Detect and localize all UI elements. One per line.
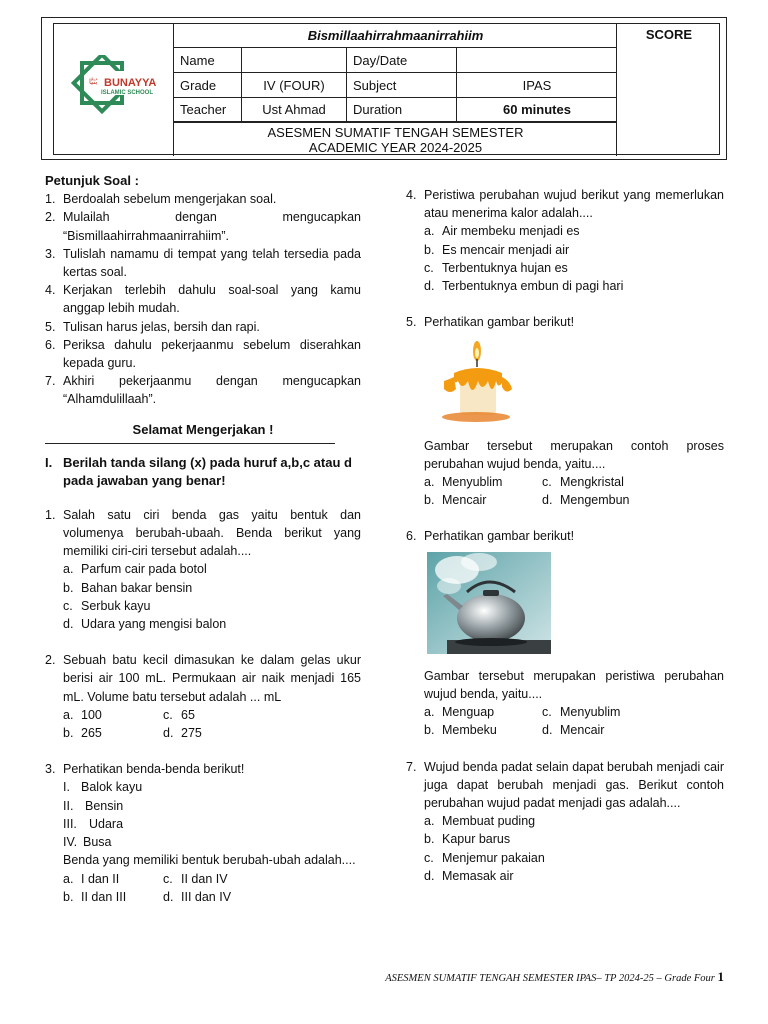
option-c[interactable]: c. Serbuk kayu bbox=[63, 598, 151, 613]
duration-value: 60 minutes bbox=[503, 102, 571, 117]
svg-text:ISLAMIC SCHOOL: ISLAMIC SCHOOL bbox=[100, 90, 153, 96]
grade-value: IV (FOUR) bbox=[242, 73, 347, 97]
question-stem: Perhatikan gambar berikut! bbox=[424, 529, 575, 544]
option-a[interactable]: a. Parfum cair pada botol bbox=[63, 562, 207, 577]
exam-title: ASESMEN SUMATIF TENGAH SEMESTER bbox=[267, 124, 524, 140]
name-row bbox=[174, 48, 617, 73]
option-b[interactable]: b. 265 bbox=[63, 726, 102, 741]
option-a[interactable]: a. Menyublim bbox=[424, 475, 503, 490]
score-label: SCORE bbox=[645, 27, 693, 42]
grade-label: Grade bbox=[174, 73, 242, 97]
divider bbox=[45, 443, 335, 444]
name-label: Name bbox=[174, 48, 242, 72]
academic-year: ACADEMIC YEAR 2024-2025 bbox=[308, 139, 483, 155]
option-a[interactable]: a. Menguap bbox=[424, 705, 495, 720]
question-5: 5. Perhatikan gambar berikut! Gambar tersebut merupakan contoh proses perubahan wujud benda, yaitu.... a. Menyublim c. Mengkristal b. Mencair d. Mengembun bbox=[406, 313, 724, 509]
option-a[interactable]: a. Membuat puding bbox=[424, 814, 536, 829]
daydate-field[interactable] bbox=[457, 48, 617, 72]
option-c[interactable]: c. Mengkristal bbox=[542, 475, 624, 490]
question-stem-2: Gambar tersebut merupakan peristiwa perubahan wujud benda, yaitu.... bbox=[424, 668, 724, 702]
option-a[interactable]: a. 100 bbox=[63, 707, 102, 722]
list-item: IV. Busa bbox=[63, 835, 112, 850]
option-c[interactable]: c. Menjemur pakaian bbox=[424, 850, 545, 865]
section-heading: I. Berilah tanda silang (x) pada huruf a,b,c atau d pada jawaban yang benar! bbox=[45, 454, 352, 488]
greeting: Selamat Mengerjakan ! bbox=[132, 421, 274, 437]
option-d[interactable]: d. Mencair bbox=[542, 723, 605, 738]
option-c[interactable]: c. 65 bbox=[163, 707, 195, 722]
option-c[interactable]: c. Menyublim bbox=[542, 705, 621, 720]
right-column bbox=[406, 186, 724, 903]
candle-icon bbox=[430, 337, 520, 423]
instructions-title: Petunjuk Soal : bbox=[45, 173, 139, 188]
header-frame bbox=[53, 23, 720, 155]
bismillah-text: Bismillaahirrahmaanirrahiim bbox=[307, 28, 484, 43]
list-item: II. Bensin bbox=[63, 798, 124, 813]
grade-row bbox=[174, 73, 617, 98]
school-logo bbox=[54, 24, 173, 156]
option-b[interactable]: b. Membeku bbox=[424, 723, 497, 738]
list-item: I. Balok kayu bbox=[63, 780, 143, 795]
left-column bbox=[45, 172, 361, 924]
student-info-grid bbox=[173, 24, 616, 156]
option-d[interactable]: d. Udara yang mengisi balon bbox=[63, 617, 227, 632]
subject-value: IPAS bbox=[522, 77, 552, 93]
svg-text:BUNAYYA: BUNAYYA bbox=[103, 77, 156, 89]
option-d[interactable]: d. Terbentuknya embun di pagi hari bbox=[424, 279, 624, 294]
question-stem: Salah satu ciri benda gas yaitu bentuk dan volumenya berubah-ubaah. Benda berikut yang memiliki ciri-ciri tersebut adalah.... bbox=[63, 507, 361, 559]
list-item: 4. Kerjakan terlebih dahulu soal-soal yang kamu anggap lebih mudah. bbox=[45, 283, 361, 316]
page-footer bbox=[300, 969, 724, 985]
question-3: 3. Perhatikan benda-benda berikut! I. Balok kayu II. Bensin III. Udara IV. Busa Benda yang memiliki bentuk berubah-ubah adalah.... a. I dan II c. II dan IV b. II dan III d. III dan IV bbox=[45, 760, 361, 906]
score-box bbox=[616, 24, 721, 156]
svg-text:بُنَيَّا: بُنَيَّا bbox=[88, 78, 97, 86]
question-stem: Wujud benda padat selain dapat berubah menjadi cair juga dapat berubah menjadi gas. Berikut contoh perubahan wujud padat menjadi gas adalah.... bbox=[424, 759, 724, 811]
option-d[interactable]: d. Mengembun bbox=[542, 493, 630, 508]
option-d[interactable]: d. Memasak air bbox=[424, 868, 514, 883]
teacher-label: Teacher bbox=[174, 98, 242, 121]
question-stem-2: Benda yang memiliki bentuk berubah-ubah adalah.... bbox=[63, 853, 356, 868]
option-b[interactable]: b. Bahan bakar bensin bbox=[63, 580, 193, 595]
question-stem-2: Gambar tersebut merupakan contoh proses perubahan wujud benda, yaitu.... bbox=[424, 438, 724, 471]
list-item: 1. Berdoalah sebelum mengerjakan soal. bbox=[45, 192, 277, 207]
option-a[interactable]: a. Air membeku menjadi es bbox=[424, 224, 580, 239]
exam-header bbox=[41, 17, 727, 160]
boiling-kettle-image bbox=[427, 552, 724, 659]
subject-label: Subject bbox=[347, 73, 457, 97]
page-number: 1 bbox=[717, 969, 724, 984]
question-stem: Perhatikan benda-benda berikut! bbox=[63, 762, 245, 777]
option-a[interactable]: a. I dan II bbox=[63, 871, 120, 886]
question-stem: Peristiwa perubahan wujud berikut yang memerlukan atau menerima kalor adalah.... bbox=[424, 188, 724, 221]
option-d[interactable]: d. III dan IV bbox=[163, 889, 232, 904]
option-b[interactable]: b. II dan III bbox=[63, 889, 127, 904]
kettle-icon bbox=[427, 552, 551, 654]
melting-candle-image bbox=[430, 337, 724, 428]
question-2: 2. Sebuah batu kecil dimasukan ke dalam gelas ukur berisi air 100 mL. Permukaan air naik menjadi 165 mL. Volume batu tersebut adalah ... mL a. 100 c. 65 b. 265 d. 275 bbox=[45, 651, 361, 742]
question-1: 1. Salah satu ciri benda gas yaitu bentuk dan volumenya berubah-ubaah. Benda berikut yang memiliki ciri-ciri tersebut adalah.... a. Parfum cair pada botol b. Bahan bakar bensin c. Serbuk kayu d. Udara yang mengisi balon bbox=[45, 506, 361, 633]
option-d[interactable]: d. 275 bbox=[163, 726, 202, 741]
duration-label: Duration bbox=[347, 98, 457, 121]
question-stem: Sebuah batu kecil dimasukan ke dalam gelas ukur berisi air 100 mL. Permukaan air naik menjadi 165 mL. Volume batu tersebut adalah ... mL bbox=[63, 653, 361, 704]
footer-text: ASESMEN SUMATIF TENGAH SEMESTER IPAS– TP 2024-25 – Grade Four bbox=[385, 973, 715, 984]
list-item: 7. Akhiri pekerjaanmu dengan mengucapkan “Alhamdulillaah”. bbox=[45, 374, 361, 407]
daydate-label: Day/Date bbox=[347, 48, 457, 72]
teacher-row bbox=[174, 98, 617, 122]
option-b[interactable]: b. Mencair bbox=[424, 493, 487, 508]
name-field[interactable] bbox=[242, 48, 347, 72]
option-b[interactable]: b. Es mencair menjadi air bbox=[424, 242, 570, 257]
option-c[interactable]: c. Terbentuknya hujan es bbox=[424, 260, 568, 275]
list-item: 5. Tulisan harus jelas, bersih dan rapi. bbox=[45, 319, 260, 334]
question-4: 4. Peristiwa perubahan wujud berikut yang memerlukan atau menerima kalor adalah.... a. Air membeku menjadi es b. Es mencair menjadi air c. Terbentuknya hujan es d. Terbentuknya embun di pagi hari bbox=[406, 186, 724, 295]
teacher-value: Ust Ahmad bbox=[242, 98, 347, 121]
title-row bbox=[174, 122, 617, 156]
question-stem: Perhatikan gambar berikut! bbox=[424, 315, 575, 330]
exam-title-block bbox=[174, 123, 617, 156]
bismillah-row bbox=[174, 24, 617, 48]
option-c[interactable]: c. II dan IV bbox=[163, 871, 228, 886]
list-item: 3. Tulislah namamu di tempat yang telah tersedia pada kertas soal. bbox=[45, 246, 361, 280]
question-7: 7. Wujud benda padat selain dapat berubah menjadi cair juga dapat berubah menjadi gas. Berikut contoh perubahan wujud padat menjadi gas adalah.... a. Membuat puding b. Kapur barus c. Menjemur pakaian d. Memasak air bbox=[406, 758, 724, 885]
list-item: III. Udara bbox=[63, 816, 124, 831]
question-6: 6. Perhatikan gambar berikut! Gambar tersebut merupakan peristiwa perubahan wujud benda, yaitu.... a. Menguap c. Menyublim b. Membeku d. Mencair bbox=[406, 527, 724, 739]
instructions-list bbox=[45, 190, 361, 408]
star-emblem-icon bbox=[64, 55, 164, 125]
list-item: 2. Mulailah dengan mengucapkan “Bismillaahirrahmaanirrahiim”. bbox=[45, 210, 361, 243]
list-item: 6. Periksa dahulu pekerjaanmu sebelum diserahkan kepada guru. bbox=[45, 337, 361, 371]
option-b[interactable]: b. Kapur barus bbox=[424, 832, 511, 847]
